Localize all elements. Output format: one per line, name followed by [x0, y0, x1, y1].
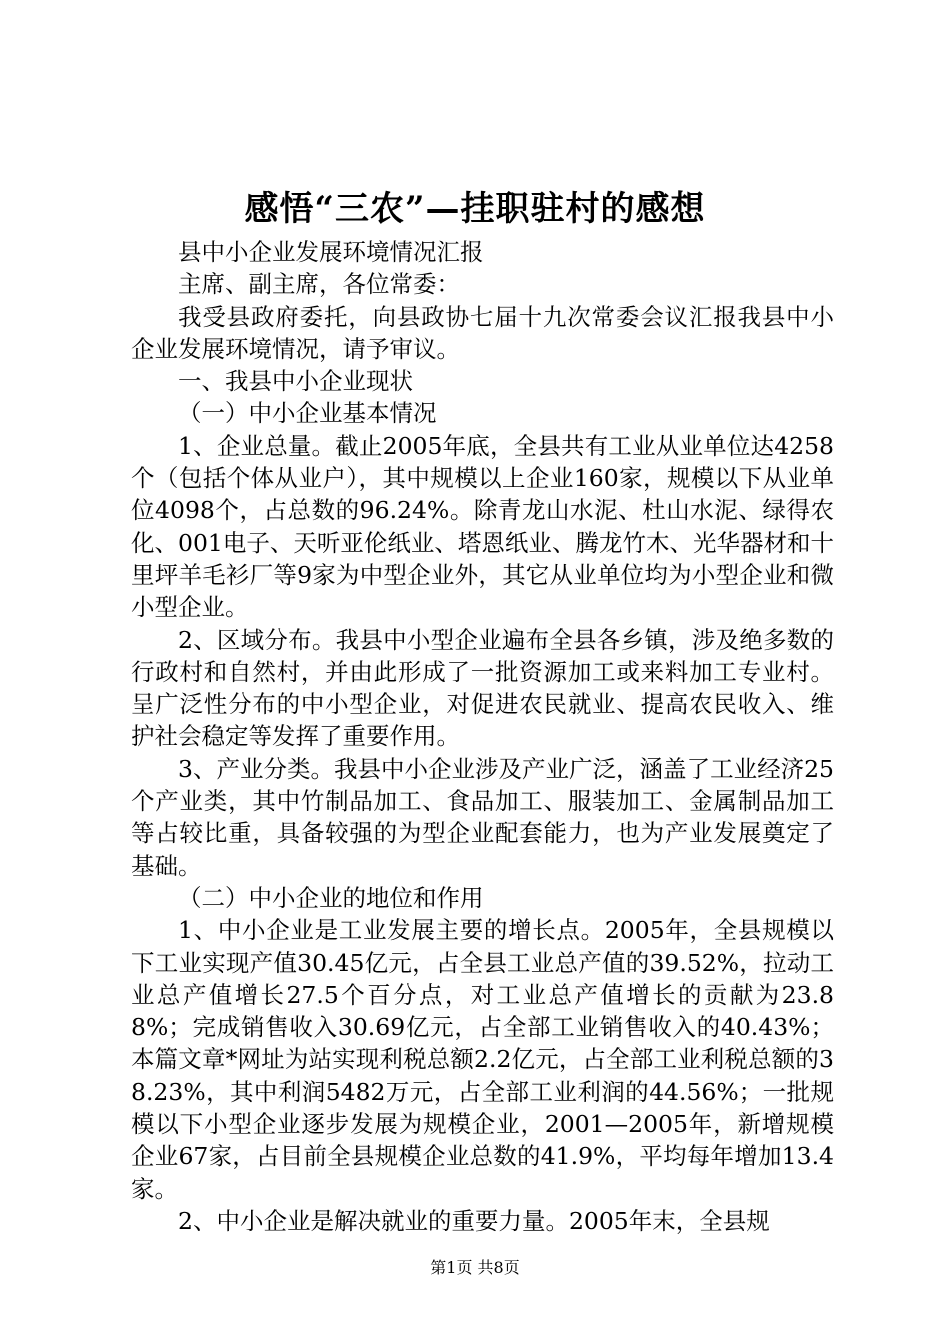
- salutation: 主席、副主席，各位常委：: [178, 270, 460, 299]
- document-title: 感悟“三农”—挂职驻村的感想: [244, 189, 706, 229]
- document-body: [131, 236, 834, 1237]
- paragraph-enterprise-total: 1、企业总量。截止2005年底，全县共有工业从业单位达4258个（包括个体从业户），其中规模以上企业160家，规模以下从业单位4098个，占总数的96.24%。除青龙山水泥、杜山水泥、绿得农化、001电子、天听亚伦纸业、塔恩纸业、腾龙竹木、光华器材和十里坪羊毛衫厂等9家为中型企业外，其它从业单位均为小型企业和微小型企业。: [131, 431, 834, 622]
- page-footer: 第1页 共8页: [430, 1258, 520, 1277]
- section-heading-1: 一、我县中小企业现状: [178, 367, 413, 396]
- paragraph-industry-classification: 3、产业分类。我县中小企业涉及产业广泛，涵盖了工业经济25个产业类，其中竹制品加工、食品加工、服装加工、金属制品加工等占较比重，具备较强的为型企业配套能力，也为产业发展奠定了基础。: [131, 754, 834, 880]
- subsection-heading-1: （一）中小企业基本情况: [178, 399, 437, 428]
- subsection-heading-2: （二）中小企业的地位和作用: [178, 883, 484, 912]
- paragraph-growth-point: 1、中小企业是工业发展主要的增长点。2005年，全县规模以下工业实现产值30.45亿元，占全县工业总产值的39.52%，拉动工业总产值增长27.5个百分点，对工业总产值增长的贡献为23.88%；完成销售收入30.69亿元，占全部工业销售收入的40.43%；本篇文章*网址为站实现利税总额2.2亿元，占全部工业利税总额的38.23%，其中利润5482万元，占全部工业利润的44.56%；一批规模以下小型企业逐步发展为规模企业，2001—2005年，新增规模企业67家，占目前全县规模企业总数的41.9%，平均每年增加13.4家。: [131, 916, 834, 1203]
- intro-paragraph: 我受县政府委托，向县政协七届十九次常委会议汇报我县中小企业发展环境情况，请予审议。: [131, 302, 834, 363]
- paragraph-employment: 2、中小企业是解决就业的重要力量。2005年末，全县规: [178, 1206, 770, 1235]
- paragraph-regional-distribution: 2、区域分布。我县中小型企业遍布全县各乡镇，涉及绝多数的行政村和自然村，并由此形成了一批资源加工或来料加工专业村。呈广泛性分布的中小型企业，对促进农民就业、提高农民收入、维护社会稳定等发挥了重要作用。: [131, 625, 834, 751]
- report-subtitle: 县中小企业发展环境情况汇报: [178, 238, 484, 266]
